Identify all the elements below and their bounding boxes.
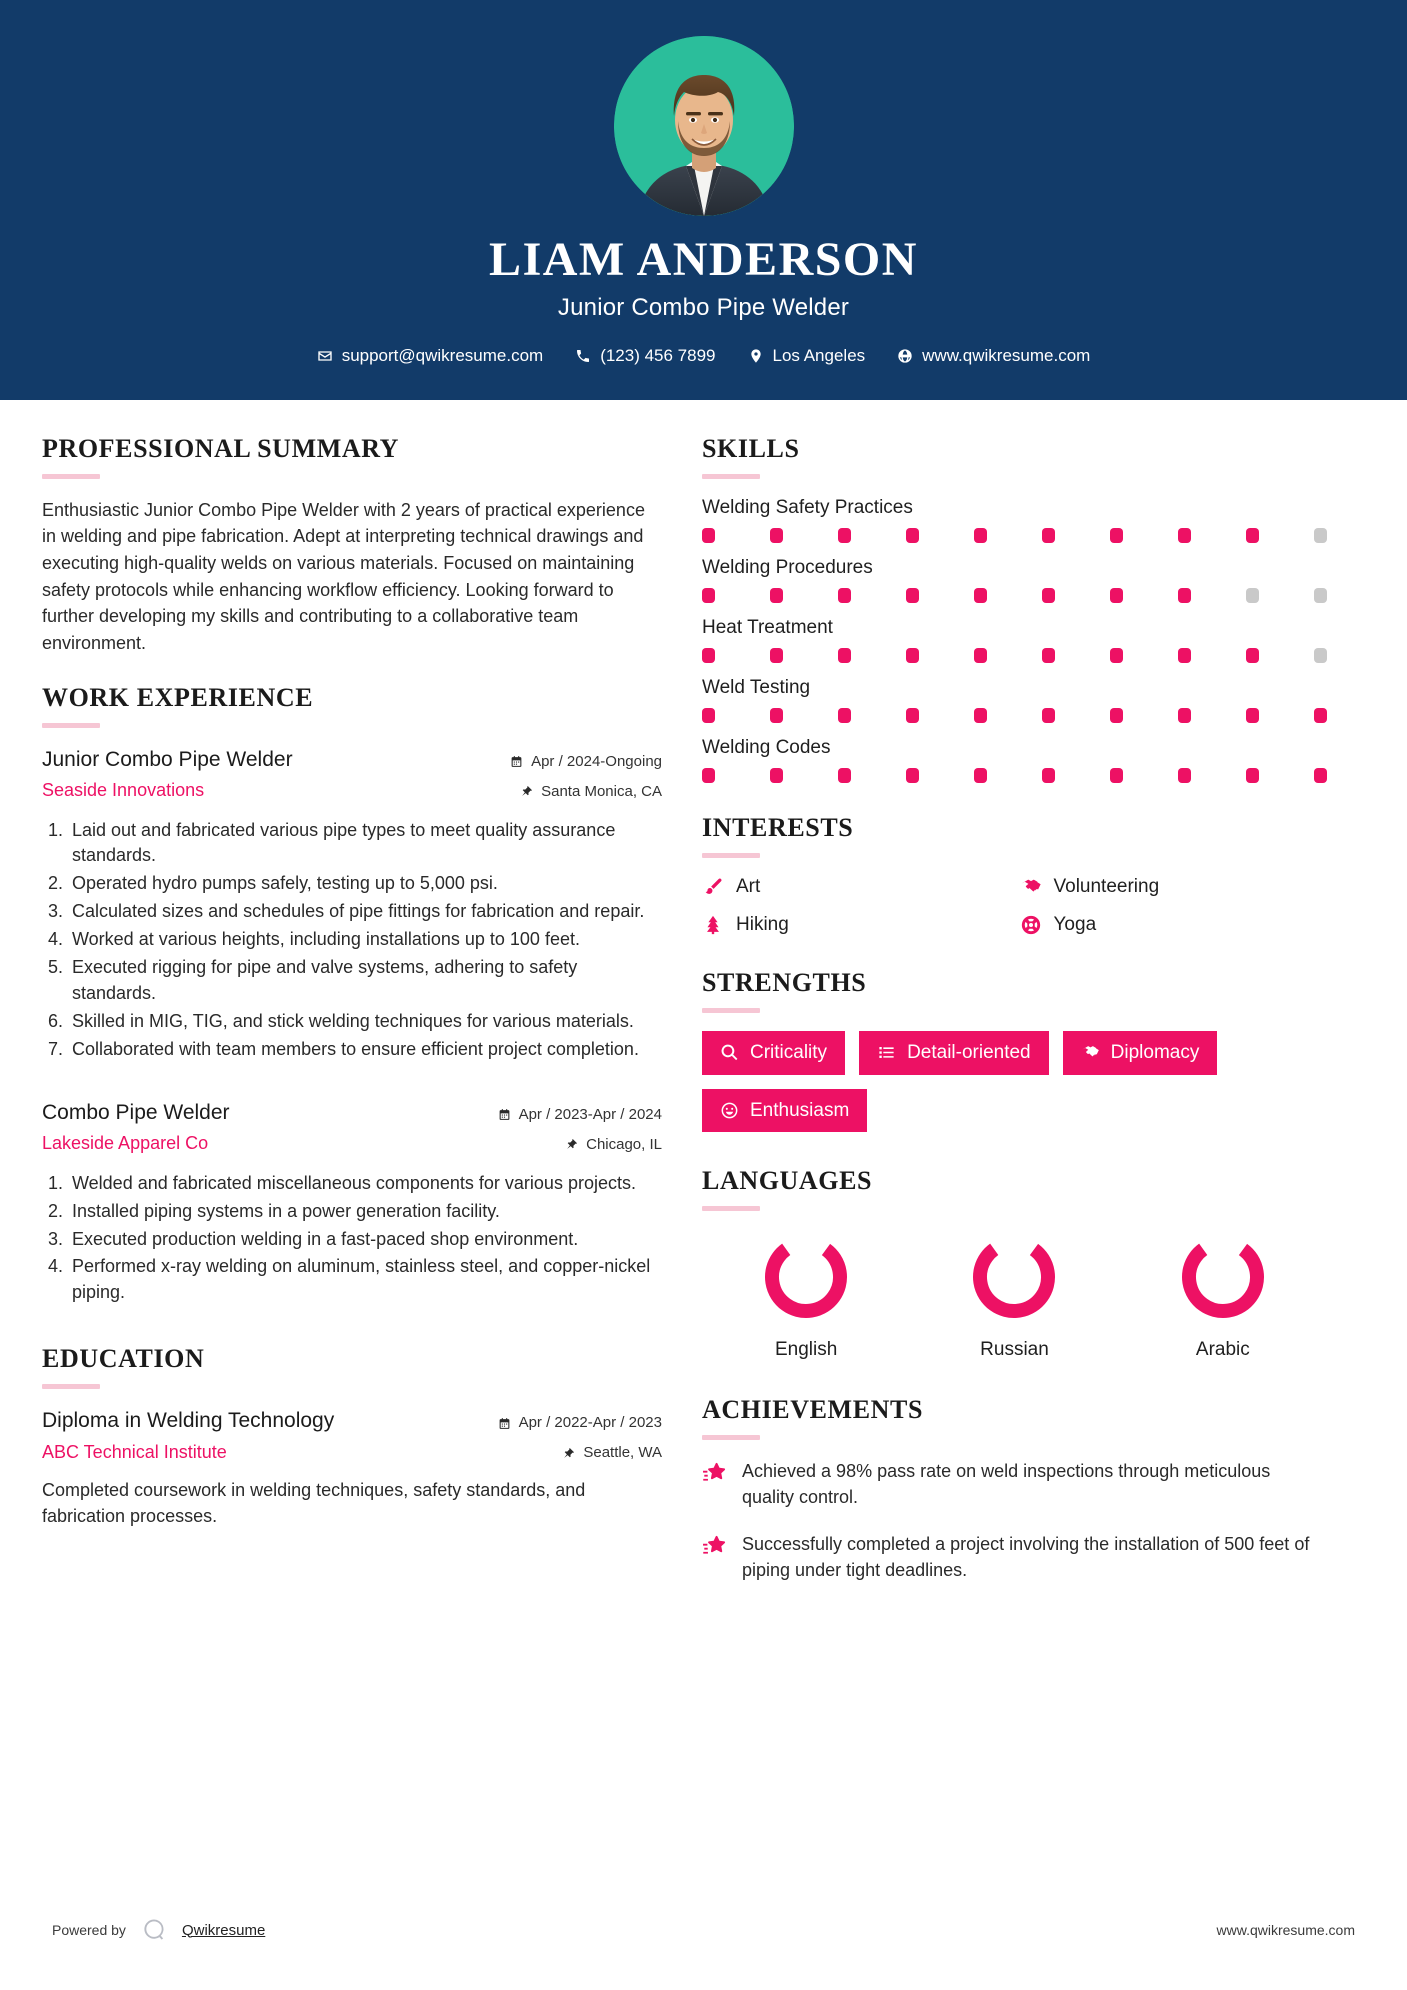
job-title: Junior Combo Pipe Welder: [557, 293, 850, 321]
experience-dates-value: Apr / 2024-Ongoing: [531, 752, 662, 770]
skill-name: Welding Codes: [702, 736, 831, 758]
page-title: LIAM ANDERSON: [489, 233, 918, 286]
avatar-photo: [614, 36, 794, 216]
shooting-star-icon: [702, 1461, 727, 1486]
section-heading: INTERESTS: [702, 812, 854, 842]
section-heading: EDUCATION: [42, 1344, 205, 1374]
strength-label: Criticality: [750, 1041, 828, 1063]
experience-bullets: [42, 818, 662, 1063]
experience-organization: Seaside Innovations: [42, 779, 205, 800]
lifebuoy-icon: [1020, 914, 1042, 936]
skill-level-dot: [1042, 528, 1055, 543]
contact-email-value: support@qwikresume.com: [341, 345, 544, 365]
list-item: 7. Collaborated with team members to ensure efficient project completion.: [68, 1037, 662, 1063]
skill-level-dot: [974, 528, 987, 543]
section-divider: [702, 1008, 760, 1013]
section-strengths: [702, 968, 1327, 1133]
section-work-experience: [42, 683, 662, 1307]
skill-level-dot: [974, 708, 987, 723]
strength-label: Diplomacy: [1110, 1041, 1200, 1063]
experience-dates: [498, 1103, 662, 1127]
experience-entry: [42, 1099, 662, 1307]
education-entry: [42, 1407, 662, 1529]
section-divider: [702, 1435, 760, 1440]
skill-row: [702, 557, 1327, 603]
section-divider: [42, 1384, 100, 1389]
interest-label: Art: [736, 875, 761, 897]
skill-level-dot: [1178, 588, 1191, 603]
list-item: 3. Calculated sizes and schedules of pipe fittings for fabrication and repair.: [68, 899, 662, 925]
calendar-icon: [498, 1417, 511, 1430]
calendar-icon: [498, 1108, 511, 1121]
education-degree: Diploma in Welding Technology: [42, 1409, 335, 1433]
list-item: 5. Executed rigging for pipe and valve systems, adhering to safety standards.: [68, 955, 662, 1007]
language-item: [702, 1229, 910, 1361]
language-progress-ring: [1175, 1229, 1271, 1325]
skill-level-dot: [1110, 588, 1123, 603]
list-item: 2. Installed piping systems in a power generation facility.: [68, 1199, 662, 1225]
resume-header: [0, 0, 1407, 400]
education-location: [498, 1441, 662, 1465]
section-divider: [42, 723, 100, 728]
skill-level-dot: [906, 648, 919, 663]
section-heading: PROFESSIONAL SUMMARY: [42, 433, 400, 463]
strength-label: Detail-oriented: [907, 1041, 1031, 1063]
footer-brand-block: [52, 1916, 265, 1944]
skill-level-dot: [770, 528, 783, 543]
section-divider: [702, 474, 760, 479]
phone-icon: [575, 348, 591, 364]
skills-list: [702, 497, 1327, 783]
experience-location: [498, 1133, 662, 1157]
contact-phone[interactable]: [563, 346, 727, 366]
skill-level-dot: [838, 588, 851, 603]
skill-level-dot: [838, 648, 851, 663]
section-professional-summary: [42, 434, 662, 657]
experience-dates: [510, 750, 662, 774]
skill-level-dot: [770, 708, 783, 723]
skill-level-dot: [1314, 648, 1327, 663]
skill-level-dot: [1178, 708, 1191, 723]
section-heading: ACHIEVEMENTS: [702, 1395, 924, 1425]
skill-level-meter: [702, 768, 1327, 783]
skill-level-dot: [702, 588, 715, 603]
education-entry-header: [42, 1407, 662, 1465]
skill-level-dot: [1246, 648, 1259, 663]
qwikresume-logo-icon: [140, 1916, 168, 1944]
email-icon: [317, 348, 333, 364]
skill-row: [702, 617, 1327, 663]
skill-level-dot: [702, 708, 715, 723]
experience-location: [510, 780, 662, 804]
list-item: 2. Operated hydro pumps safely, testing up to 5,000 psi.: [68, 871, 662, 897]
skill-row: [702, 497, 1327, 543]
interest-item: [1020, 914, 1328, 936]
skill-name: Welding Safety Practices: [702, 496, 913, 518]
achievement-text: Successfully completed a project involving the installation of 500 feet of piping under tight deadlines.: [742, 1533, 1310, 1580]
experience-bullets: [42, 1171, 662, 1307]
skill-level-dot: [1246, 528, 1259, 543]
section-education: [42, 1344, 662, 1529]
skill-level-dot: [1178, 768, 1191, 783]
left-column: [42, 434, 662, 1556]
calendar-icon: [510, 755, 523, 768]
education-dates-value: Apr / 2022-Apr / 2023: [518, 1414, 662, 1432]
interest-item: [702, 876, 1010, 898]
list-item: 1. Welded and fabricated miscellaneous components for various projects.: [68, 1171, 662, 1197]
strengths-list: [702, 1031, 1327, 1133]
section-skills: [702, 434, 1327, 783]
list-icon: [877, 1043, 896, 1062]
pine-tree-icon: [702, 914, 724, 936]
education-location-value: Seattle, WA: [583, 1444, 662, 1462]
achievement-item: [702, 1531, 1327, 1583]
interest-item: [702, 914, 1010, 936]
skill-row: [702, 677, 1327, 723]
skill-level-dot: [1314, 528, 1327, 543]
skill-level-dot: [974, 588, 987, 603]
experience-role: Combo Pipe Welder: [42, 1100, 230, 1124]
footer-website[interactable]: www.qwikresume.com: [1216, 1922, 1355, 1938]
pin-icon: [520, 785, 533, 798]
section-heading: WORK EXPERIENCE: [42, 682, 314, 712]
experience-role: Junior Combo Pipe Welder: [42, 747, 293, 771]
skill-level-dot: [770, 588, 783, 603]
achievement-item: [702, 1458, 1327, 1510]
contact-phone-value: (123) 456 7899: [600, 345, 716, 365]
list-item: 1. Laid out and fabricated various pipe types to meet quality assurance standards.: [68, 818, 662, 870]
handshake-icon: [1081, 1043, 1100, 1062]
interest-label: Yoga: [1053, 913, 1097, 935]
contact-location-value: Los Angeles: [772, 345, 866, 365]
education-institution: ABC Technical Institute: [42, 1441, 227, 1462]
experience-location-value: Chicago, IL: [586, 1135, 662, 1153]
education-description: Completed coursework in welding techniques, safety standards, and fabrication processes.: [42, 1480, 586, 1527]
skill-level-dot: [1110, 708, 1123, 723]
skill-name: Heat Treatment: [702, 616, 833, 638]
skill-level-dot: [974, 648, 987, 663]
skill-level-meter: [702, 648, 1327, 663]
interest-item: [1020, 876, 1328, 898]
skill-level-dot: [1178, 648, 1191, 663]
language-name: Arabic: [1195, 1339, 1250, 1361]
contact-location: [736, 346, 878, 366]
skill-level-dot: [1246, 708, 1259, 723]
strength-tag-criticality: [702, 1031, 845, 1075]
language-item: [910, 1229, 1118, 1361]
skill-level-dot: [838, 708, 851, 723]
section-divider: [702, 853, 760, 858]
paintbrush-icon: [702, 876, 724, 898]
qwikresume-brand-link[interactable]: Qwikresume: [181, 1921, 266, 1939]
magnifier-icon: [720, 1043, 739, 1062]
smiley-icon: [720, 1101, 739, 1120]
skill-level-dot: [1246, 588, 1259, 603]
skill-level-dot: [1110, 528, 1123, 543]
skill-level-dot: [838, 528, 851, 543]
skill-level-dot: [1110, 648, 1123, 663]
skill-name: Weld Testing: [702, 676, 811, 698]
experience-entry: [42, 746, 662, 1063]
interests-grid: [702, 876, 1327, 936]
language-progress-ring: [758, 1229, 854, 1325]
interest-label: Hiking: [736, 913, 789, 935]
contact-website-value: www.qwikresume.com: [922, 345, 1091, 365]
skill-level-dot: [770, 648, 783, 663]
skill-level-dot: [906, 768, 919, 783]
section-heading: SKILLS: [702, 433, 800, 463]
location-pin-icon: [748, 348, 764, 364]
section-divider: [702, 1206, 760, 1211]
language-progress-ring: [966, 1229, 1062, 1325]
language-item: [1119, 1229, 1327, 1361]
section-languages: [702, 1166, 1327, 1361]
skill-level-meter: [702, 708, 1327, 723]
pin-icon: [562, 1447, 575, 1460]
skill-level-dot: [1042, 648, 1055, 663]
contact-email[interactable]: [305, 346, 556, 366]
experience-entry-header: [42, 746, 662, 804]
contact-row: [0, 346, 1407, 366]
education-dates: [498, 1411, 662, 1435]
section-divider: [42, 474, 100, 479]
skill-level-meter: [702, 528, 1327, 543]
languages-list: [702, 1229, 1327, 1361]
skill-level-dot: [1314, 768, 1327, 783]
skill-level-dot: [1314, 588, 1327, 603]
experience-organization: Lakeside Apparel Co: [42, 1133, 209, 1154]
summary-text: Enthusiastic Junior Combo Pipe Welder with 2 years of practical experience in welding and pipe fabrication. Adept at interpreting technical drawings and executing high-quality welds on various materials. Focused on maintaining safety protocols while enhancing workflow efficiency. Looking forward to further developing my skills and contributing to a collaborative team environment.: [42, 499, 645, 653]
handshake-icon: [1020, 876, 1042, 898]
section-achievements: [702, 1395, 1327, 1582]
skill-level-dot: [702, 528, 715, 543]
skill-level-dot: [1246, 768, 1259, 783]
skill-level-dot: [702, 768, 715, 783]
section-heading: LANGUAGES: [702, 1166, 873, 1196]
skill-level-dot: [1178, 528, 1191, 543]
experience-dates-value: Apr / 2023-Apr / 2024: [518, 1105, 662, 1123]
contact-website[interactable]: [885, 346, 1102, 366]
language-name: Russian: [980, 1339, 1049, 1361]
strength-label: Enthusiasm: [750, 1099, 850, 1121]
footer: [0, 1916, 1407, 1990]
skill-name: Welding Procedures: [702, 556, 873, 578]
skill-level-dot: [702, 648, 715, 663]
list-item: 4. Worked at various heights, including installations up to 100 feet.: [68, 927, 662, 953]
skill-level-dot: [1042, 768, 1055, 783]
list-item: 4. Performed x-ray welding on aluminum, stainless steel, and copper-nickel piping.: [68, 1254, 662, 1306]
skill-row: [702, 737, 1327, 783]
skill-level-dot: [974, 768, 987, 783]
shooting-star-icon: [702, 1534, 727, 1559]
avatar: [614, 36, 794, 216]
list-item: 6. Skilled in MIG, TIG, and stick welding techniques for various materials.: [68, 1009, 662, 1035]
strength-tag-diplomacy: [1063, 1031, 1218, 1075]
skill-level-dot: [1314, 708, 1327, 723]
powered-by-label: Powered by: [52, 1922, 126, 1938]
resume-body: [0, 400, 1407, 1609]
skill-level-dot: [1042, 708, 1055, 723]
right-column: [702, 434, 1327, 1609]
section-interests: [702, 813, 1327, 936]
skill-level-dot: [906, 588, 919, 603]
section-heading: STRENGTHS: [702, 967, 867, 997]
skill-level-dot: [1042, 588, 1055, 603]
skill-level-dot: [770, 768, 783, 783]
skill-level-dot: [838, 768, 851, 783]
globe-icon: [897, 348, 913, 364]
list-item: 3. Executed production welding in a fast-paced shop environment.: [68, 1227, 662, 1253]
strength-tag-enthusiasm: [702, 1089, 867, 1133]
experience-entry-header: [42, 1099, 662, 1157]
language-name: English: [775, 1339, 838, 1361]
interest-label: Volunteering: [1053, 875, 1160, 897]
pin-icon: [565, 1138, 578, 1151]
skill-level-dot: [906, 528, 919, 543]
achievement-text: Achieved a 98% pass rate on weld inspections through meticulous quality control.: [742, 1461, 1271, 1508]
skill-level-meter: [702, 588, 1327, 603]
skill-level-dot: [1110, 768, 1123, 783]
skill-level-dot: [906, 708, 919, 723]
spacer: [42, 1069, 662, 1099]
experience-location-value: Santa Monica, CA: [541, 782, 662, 800]
strength-tag-detail-oriented: [859, 1031, 1049, 1075]
